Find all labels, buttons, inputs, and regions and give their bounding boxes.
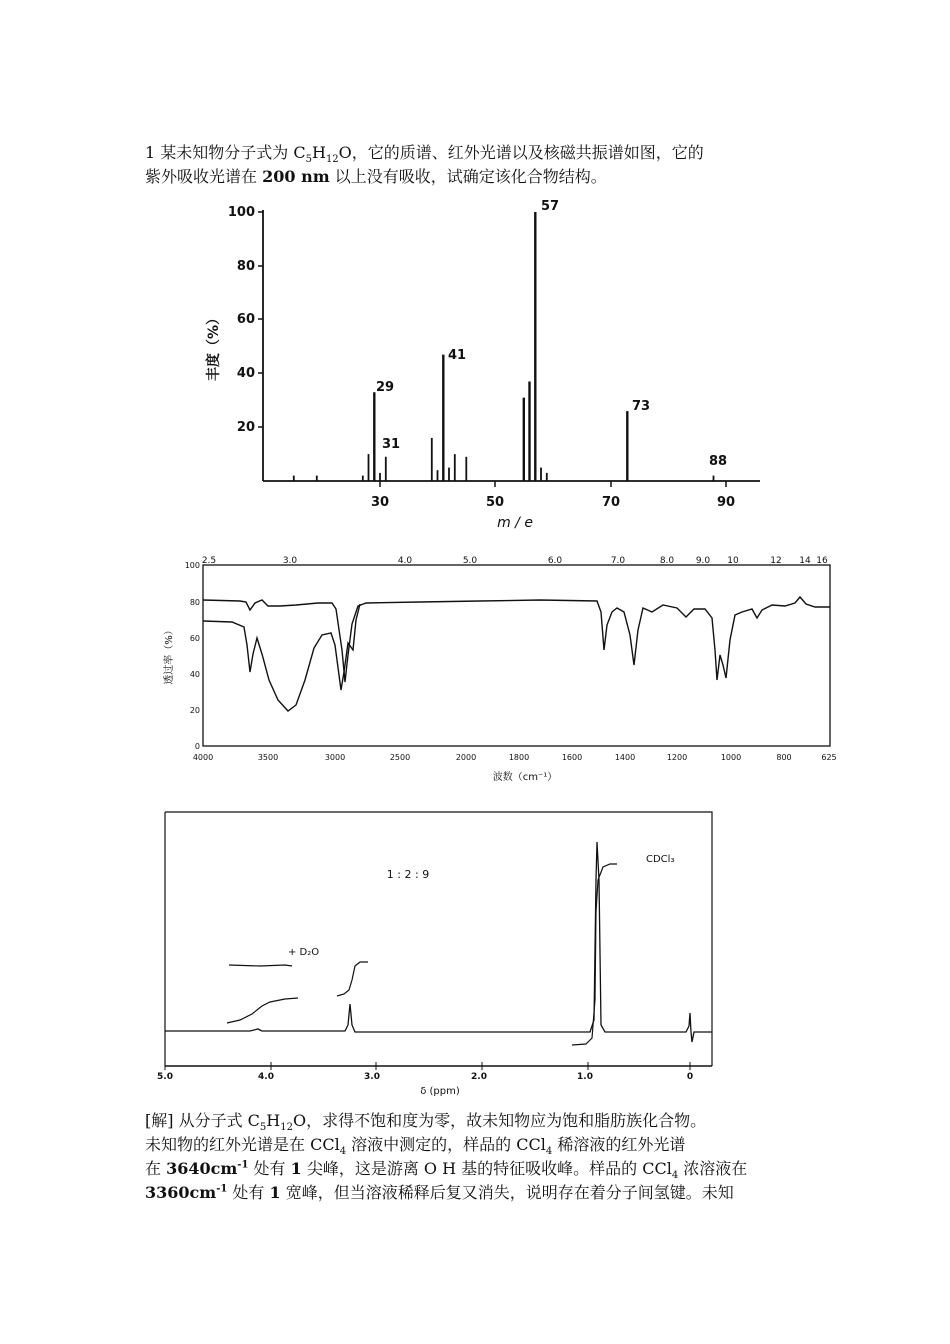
solution-line-1: [解] 从分子式 $C_5H_{12}O$，求得不饱和度为零，故未知物应为饱和脂肪族化合物。 (145, 1111, 707, 1134)
ir-yticks (185, 561, 200, 751)
solution-line-4: $3360cm^{-1}$ 处有 1 宽峰，但当溶液稀释后复又消失，说明存在着分子间氢键。未知 (145, 1183, 734, 1202)
svg-text:2.5: 2.5 (201, 556, 217, 566)
svg-text:3500: 3500 (257, 753, 279, 762)
nmr-xticks (157, 1062, 693, 1082)
svg-text:3.0: 3.0 (282, 556, 298, 566)
ir-spectrum (162, 556, 837, 783)
ir-plot-frame (203, 565, 830, 746)
svg-text:3.0: 3.0 (364, 1072, 380, 1082)
ms-bars (294, 212, 714, 481)
ir-bottom-ticks (193, 753, 837, 762)
problem-line-1: 1 某未知物分子式为 $C_5H_{12}O$，它的质谱、红外光谱以及核磁共振谱如图，它的 (145, 143, 704, 166)
solution-line-2: 未知物的红外光谱是在 CCl$_4$ 溶液中测定的，样品的 CCl$_4$ 稀溶液的红外光谱 (145, 1135, 686, 1158)
svg-text:0: 0 (686, 1072, 694, 1082)
ir-y-axis-label: 透过率（%） (164, 625, 175, 685)
nmr-spectrum-trace (165, 842, 712, 1042)
svg-text:8.0: 8.0 (659, 556, 675, 566)
nmr-x-axis-label: δ (ppm) (420, 1086, 460, 1097)
ms-y-axis-label: 丰度（%） (206, 310, 222, 382)
svg-text:60: 60 (189, 634, 200, 643)
ms-ytick-label: 40 (236, 366, 255, 381)
svg-text:800: 800 (776, 753, 792, 762)
solution-line-3: 在 $3640cm^{-1}$ 处有 1 尖峰，这是游离 O H 基的特征吸收峰。样品的 CCl$_4$ 浓溶液在 (145, 1159, 748, 1182)
ms-peak-label-31: 31 (382, 437, 401, 452)
ms-yticks (228, 205, 263, 435)
problem-line-2: 紫外吸收光谱在 200 nm 以上没有吸收，试确定该化合物结构。 (145, 167, 607, 186)
svg-text:80: 80 (189, 598, 200, 607)
ms-ytick-label: 100 (227, 205, 255, 220)
mass-spectrum (205, 199, 760, 531)
nmr-integral-oh (227, 998, 298, 1023)
svg-text:1600: 1600 (561, 753, 583, 762)
ms-ytick-label: 80 (236, 259, 255, 274)
ms-peak-label-41: 41 (448, 348, 467, 363)
ms-xtick-label: 90 (716, 495, 736, 510)
ms-xtick-label: 30 (370, 495, 390, 510)
svg-text:6.0: 6.0 (547, 556, 563, 566)
svg-text:10: 10 (727, 556, 739, 566)
ms-peak-label-29: 29 (376, 380, 395, 395)
ms-xtick-label: 50 (485, 495, 505, 510)
ir-x-axis-label: 波数（cm⁻¹） (492, 772, 558, 783)
svg-text:625: 625 (821, 753, 837, 762)
ms-peak-label-57: 57 (541, 199, 560, 214)
svg-text:1400: 1400 (614, 753, 636, 762)
svg-text:9.0: 9.0 (695, 556, 711, 566)
svg-text:40: 40 (189, 670, 200, 679)
svg-text:1.0: 1.0 (577, 1072, 593, 1082)
ms-peak-label-73: 73 (632, 399, 651, 414)
svg-text:1800: 1800 (508, 753, 530, 762)
nmr-spectrum (157, 812, 712, 1097)
svg-text:20: 20 (189, 706, 200, 715)
svg-text:1200: 1200 (666, 753, 688, 762)
svg-text:4000: 4000 (192, 753, 214, 762)
svg-text:100: 100 (184, 561, 200, 570)
svg-text:1000: 1000 (720, 753, 742, 762)
ms-ytick-label: 60 (236, 312, 255, 327)
ms-peak-label-88: 88 (709, 454, 728, 469)
nmr-frame (165, 812, 712, 1066)
svg-text:5.0: 5.0 (157, 1072, 173, 1082)
svg-text:14: 14 (799, 556, 811, 566)
nmr-integral-ch2 (337, 962, 368, 996)
ms-xtick-label: 70 (601, 495, 621, 510)
svg-text:5.0: 5.0 (462, 556, 478, 566)
svg-text:2500: 2500 (389, 753, 411, 762)
nmr-solvent-label: CDCl₃ (646, 854, 675, 865)
ir-trace-concentrated (203, 604, 360, 711)
svg-text:2000: 2000 (455, 753, 477, 762)
svg-text:2.0: 2.0 (471, 1072, 487, 1082)
svg-text:12: 12 (770, 556, 782, 566)
ms-x-axis-label: m / e (497, 515, 533, 531)
nmr-integral-ratio: 1 : 2 : 9 (386, 868, 430, 881)
ir-trace-dilute (203, 597, 830, 682)
nmr-d2o-label: + D₂O (288, 947, 320, 958)
svg-text:0: 0 (194, 742, 200, 751)
svg-text:7.0: 7.0 (610, 556, 626, 566)
nmr-d2o-trace (229, 965, 292, 966)
solution-text (145, 1109, 747, 1205)
svg-text:4.0: 4.0 (397, 556, 413, 566)
ms-xticks (371, 481, 735, 510)
ms-ytick-label: 20 (236, 420, 255, 435)
svg-text:3000: 3000 (324, 753, 346, 762)
svg-text:16: 16 (816, 556, 828, 566)
svg-text:4.0: 4.0 (258, 1072, 274, 1082)
